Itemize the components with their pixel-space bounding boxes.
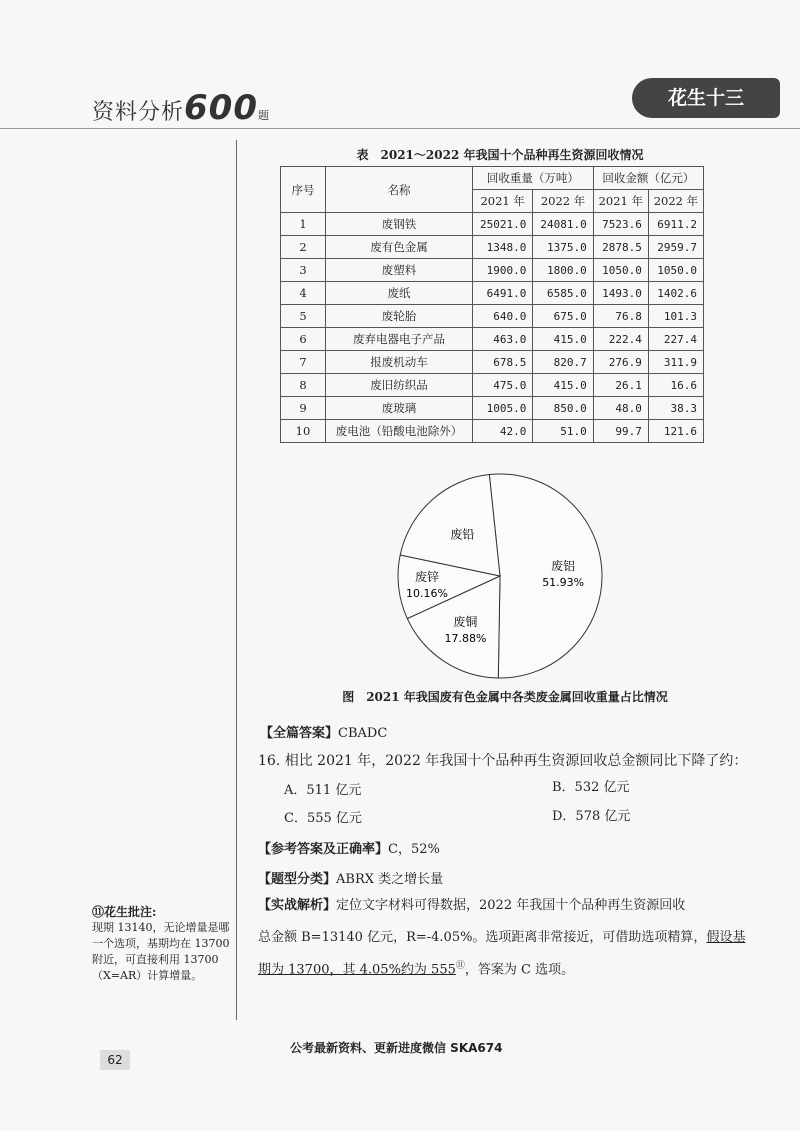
cell-name: 废电池（铅酸电池除外） xyxy=(326,420,473,443)
cell-seq: 10 xyxy=(281,420,326,443)
analysis-label: 【实战解析】 xyxy=(258,898,337,913)
question-16 xyxy=(258,750,747,770)
cell-name: 废塑料 xyxy=(326,259,473,282)
cell-a21: 222.4 xyxy=(593,328,648,351)
analysis-underlined-3: 期为 13700，其 4.05%约为 555 xyxy=(258,962,456,978)
cell-a22: 2959.7 xyxy=(648,236,703,259)
cell-a22: 16.6 xyxy=(648,374,703,397)
cell-name: 废旧纺织品 xyxy=(326,374,473,397)
cell-a22: 227.4 xyxy=(648,328,703,351)
cell-w22: 675.0 xyxy=(533,305,593,328)
page-number: 62 xyxy=(100,1050,130,1070)
footer-text: 公考最新资料、更新进度微信 SKA674 xyxy=(290,1041,503,1055)
analysis-text-1: 定位文字材料可得数据，2022 年我国十个品种再生资源回收 xyxy=(336,898,686,913)
pie-label-0: 废铝 xyxy=(551,559,576,574)
cell-w22: 415.0 xyxy=(533,328,593,351)
cell-seq: 1 xyxy=(281,213,326,236)
brand-text: 花生十三 xyxy=(667,87,744,109)
analysis-line-2 xyxy=(258,927,783,949)
table-row xyxy=(281,259,704,282)
cell-name: 废玻璃 xyxy=(326,397,473,420)
cell-name: 废轮胎 xyxy=(326,305,473,328)
analysis-line-3 xyxy=(258,958,574,977)
table-row xyxy=(281,236,704,259)
header-amount-2022: 2022 年 xyxy=(648,190,703,213)
pie-value-0: 51.93% xyxy=(542,576,585,590)
cell-w22: 850.0 xyxy=(533,397,593,420)
question-number: 16. xyxy=(258,753,281,769)
analysis-line-1 xyxy=(258,895,783,917)
analysis-underlined-2: 假设基 xyxy=(706,930,746,945)
cell-name: 废纸 xyxy=(326,282,473,305)
reference-label: 【参考答案及正确率】 xyxy=(258,842,389,857)
reference-value: C，52% xyxy=(388,842,440,857)
cell-seq: 2 xyxy=(281,236,326,259)
cell-a22: 311.9 xyxy=(648,351,703,374)
cell-a21: 26.1 xyxy=(593,374,648,397)
full-answers xyxy=(260,722,387,741)
cell-a22: 121.6 xyxy=(648,420,703,443)
cell-w22: 6585.0 xyxy=(533,282,593,305)
header-weight-2022: 2022 年 xyxy=(533,190,593,213)
cell-a21: 1493.0 xyxy=(593,282,648,305)
cell-a21: 99.7 xyxy=(593,420,648,443)
book-title xyxy=(92,88,270,128)
cell-a21: 76.8 xyxy=(593,305,648,328)
answers-value: CBADC xyxy=(338,726,388,741)
cell-name: 废钢铁 xyxy=(326,213,473,236)
recycling-table xyxy=(280,166,704,443)
option-a: A．511 亿元 xyxy=(284,783,362,798)
table-row xyxy=(281,305,704,328)
header-amount: 回收金额（亿元） xyxy=(593,167,703,190)
side-note-body: 现期 13140，无论增量是哪一个选项，基期均在 13700 附近，可直接利用 13700（X=AR）计算增量。 xyxy=(92,921,230,982)
cell-seq: 3 xyxy=(281,259,326,282)
reference-answer xyxy=(258,838,440,857)
side-note-title: ⑪花生批注: xyxy=(92,905,157,919)
header-weight-2021: 2021 年 xyxy=(473,190,533,213)
analysis-text-3: ，答案为 C 选项。 xyxy=(464,962,575,978)
header-seq: 序号 xyxy=(281,167,326,213)
table-body xyxy=(281,213,704,443)
note-marker: ⑪ xyxy=(455,961,465,971)
cell-a22: 6911.2 xyxy=(648,213,703,236)
cell-w21: 25021.0 xyxy=(473,213,533,236)
cell-a21: 48.0 xyxy=(593,397,648,420)
pie-label-3: 废铅 xyxy=(450,527,475,542)
cell-name: 废有色金属 xyxy=(326,236,473,259)
cell-w21: 6491.0 xyxy=(473,282,533,305)
cell-seq: 8 xyxy=(281,374,326,397)
cell-w22: 1800.0 xyxy=(533,259,593,282)
cell-a21: 276.9 xyxy=(593,351,648,374)
table-title: 表 2021～2022 年我国十个品种再生资源回收情况 xyxy=(356,148,644,162)
cell-w21: 475.0 xyxy=(473,374,533,397)
pie-label-2: 废锌 xyxy=(415,570,440,585)
cell-w21: 42.0 xyxy=(473,420,533,443)
cell-w21: 1348.0 xyxy=(473,236,533,259)
header-amount-2021: 2021 年 xyxy=(593,190,648,213)
table-row xyxy=(281,397,704,420)
cell-w21: 1005.0 xyxy=(473,397,533,420)
book-title-text: 资料分析 xyxy=(92,100,185,125)
cell-seq: 6 xyxy=(281,328,326,351)
question-category xyxy=(258,868,443,887)
cell-a22: 1402.6 xyxy=(648,282,703,305)
category-label: 【题型分类】 xyxy=(258,872,337,887)
cell-name: 报废机动车 xyxy=(326,351,473,374)
pie-chart xyxy=(390,470,610,682)
cell-w22: 51.0 xyxy=(533,420,593,443)
cell-a21: 2878.5 xyxy=(593,236,648,259)
cell-a22: 38.3 xyxy=(648,397,703,420)
brand-logo xyxy=(632,78,780,118)
table-row xyxy=(281,374,704,397)
cell-seq: 5 xyxy=(281,305,326,328)
table-row xyxy=(281,420,704,443)
cell-seq: 7 xyxy=(281,351,326,374)
cell-w22: 415.0 xyxy=(533,374,593,397)
answers-label: 【全篇答案】 xyxy=(260,726,339,741)
cell-w21: 640.0 xyxy=(473,305,533,328)
book-title-number: 600 xyxy=(184,88,258,128)
table-row xyxy=(281,282,704,305)
cell-seq: 4 xyxy=(281,282,326,305)
book-title-suffix: 题 xyxy=(258,109,270,122)
option-d: D．578 亿元 xyxy=(552,809,631,824)
cell-name: 废弃电器电子产品 xyxy=(326,328,473,351)
cell-a22: 101.3 xyxy=(648,305,703,328)
option-b: B．532 亿元 xyxy=(552,780,630,795)
pie-caption: 图 2021 年我国废有色金属中各类废金属回收重量占比情况 xyxy=(342,690,668,704)
header-divider xyxy=(0,128,800,129)
category-value: ABRX 类之增长量 xyxy=(336,872,444,887)
cell-w22: 820.7 xyxy=(533,351,593,374)
option-c: C．555 亿元 xyxy=(284,811,362,826)
header-weight: 回收重量（万吨） xyxy=(473,167,594,190)
margin-divider xyxy=(236,140,237,1020)
pie-value-2: 10.16% xyxy=(406,587,448,601)
cell-w22: 24081.0 xyxy=(533,213,593,236)
cell-w21: 678.5 xyxy=(473,351,533,374)
table-header-row xyxy=(281,167,704,190)
header-name: 名称 xyxy=(326,167,473,213)
table-row xyxy=(281,351,704,374)
pie-label-1: 废铜 xyxy=(453,614,478,629)
pie-value-1: 17.88% xyxy=(444,631,487,645)
cell-w22: 1375.0 xyxy=(533,236,593,259)
cell-seq: 9 xyxy=(281,397,326,420)
table-row xyxy=(281,213,704,236)
cell-a22: 1050.0 xyxy=(648,259,703,282)
cell-a21: 7523.6 xyxy=(593,213,648,236)
question-text: 相比 2021 年，2022 年我国十个品种再生资源回收总金额同比下降了约： xyxy=(284,753,748,769)
cell-w21: 1900.0 xyxy=(473,259,533,282)
table-row xyxy=(281,328,704,351)
cell-a21: 1050.0 xyxy=(593,259,648,282)
cell-w21: 463.0 xyxy=(473,328,533,351)
analysis-text-2: 总金额 B=13140 亿元，R=-4.05%。选项距离非常接近，可借助选项精算， xyxy=(258,930,707,945)
